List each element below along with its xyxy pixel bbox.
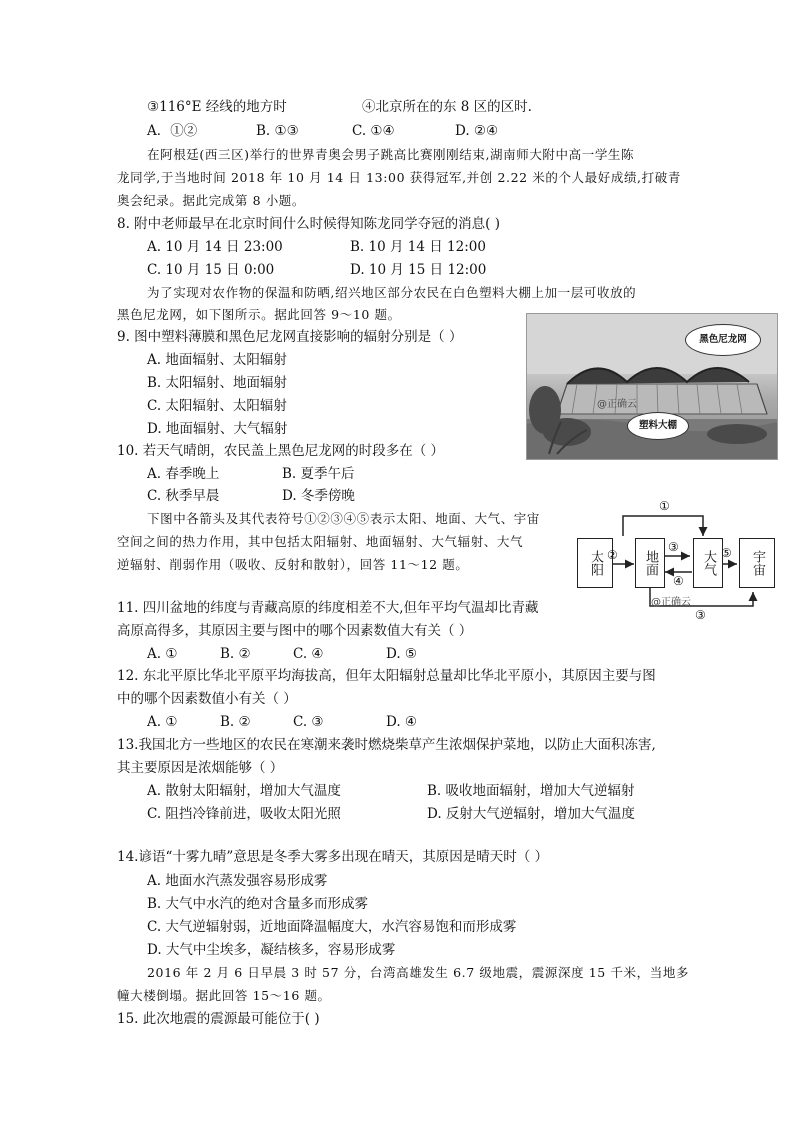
greenhouse-photo (526, 313, 778, 460)
q10-option-d[interactable]: D. 冬季傍晚 (282, 488, 355, 504)
label-2: ② (607, 548, 618, 562)
passage4-line-2: 幢大楼倒塌。据此回答 15～16 题。 (117, 988, 331, 1003)
heat-flow-diagram (575, 500, 775, 625)
passage3-line-3: 逆辐射、削弱作用（吸收、反射和散射），回答 11～12 题。 (117, 557, 469, 572)
q13-stem-line-2: 其主要原因是浓烟能够（ ） (117, 760, 284, 776)
q11-option-d[interactable]: D. ⑤ (386, 646, 418, 662)
q11-option-c[interactable]: C. ④ (293, 646, 324, 662)
q10-option-c[interactable]: C. 秋季早晨 (147, 488, 220, 504)
label-4: ④ (673, 574, 684, 588)
q8-option-b[interactable]: B. 10 月 14 日 12:00 (350, 239, 486, 255)
q7-option-d[interactable]: D. ②④ (455, 123, 499, 139)
q12-option-d[interactable]: D. ④ (386, 714, 418, 730)
q8-option-d[interactable]: D. 10 月 15 日 12:00 (350, 262, 487, 278)
q15-stem: 15. 此次地震的震源最可能位于( ) (117, 1011, 320, 1027)
q12-stem-line-1: 12. 东北平原比华北平原平均海拔高，但年太阳辐射总量却比华北平原小，其原因主要与图 (117, 668, 656, 684)
label-black-nylon-net: 黑色尼龙网 (685, 324, 761, 356)
q13-option-b[interactable]: B. 吸收地面辐射，增加大气逆辐射 (427, 783, 635, 799)
q14-option-c[interactable]: C. 大气逆辐射弱，近地面降温幅度大，水汽容易饱和而形成雾 (147, 919, 517, 935)
q10-option-b[interactable]: B. 夏季午后 (282, 466, 355, 482)
q13-option-a[interactable]: A. 散射太阳辐射，增加大气温度 (147, 783, 341, 799)
q13-stem-line-1: 13.我国北方一些地区的农民在寒潮来袭时燃烧柴草产生浓烟保护菜地，以防止大面积冻害, (117, 737, 656, 753)
q10-option-a[interactable]: A. 春季晚上 (147, 466, 220, 482)
passage1-line-2: 龙同学,于当地时间 2018 年 10 月 14 日 13:00 获得冠军,并创 2.22 米的个人最好成绩,打破青 (117, 170, 681, 185)
q12-stem-line-2: 中的哪个因素数值小有关（ ） (117, 691, 297, 707)
label-plastic-shed: 塑料大棚 (627, 412, 689, 440)
q10-stem: 10. 若天气晴朗，农民盖上黑色尼龙网的时段多在（ ） (117, 443, 445, 459)
q9-option-a[interactable]: A. 地面辐射、太阳辐射 (147, 352, 287, 368)
passage4-line-1: 2016 年 2 月 6 日早晨 3 时 57 分，台湾高雄发生 6.7 级地震，震源深度 15 千米，当地多 (147, 965, 690, 980)
label-3-bottom: ③ (695, 608, 706, 622)
label-5: ⑤ (721, 546, 732, 560)
q9-option-b[interactable]: B. 太阳辐射、地面辐射 (147, 375, 288, 391)
q11-option-b[interactable]: B. ② (220, 646, 251, 662)
box-ground (635, 538, 665, 588)
box-space (739, 538, 775, 588)
q14-option-b[interactable]: B. 大气中水汽的绝对含量多而形成雾 (147, 896, 369, 912)
box-space-label: 宇宙 (750, 550, 765, 576)
q11-option-a[interactable]: A. ① (147, 646, 178, 662)
q11-stem-line-1: 11. 四川盆地的纬度与青藏高原的纬度相差不大,但年平均气温却比青藏 (117, 600, 539, 616)
q9-option-c[interactable]: C. 太阳辐射、太阳辐射 (147, 398, 287, 414)
q7-item-3: ③116°E 经线的地方时 (147, 99, 287, 115)
passage2-line-2: 黑色尼龙网，如下图所示。据此回答 9～10 题。 (117, 307, 401, 322)
q8-option-a[interactable]: A. 10 月 14 日 23:00 (147, 239, 283, 255)
q12-option-a[interactable]: A. ① (147, 714, 178, 730)
box-sun-label: 太阳 (588, 550, 603, 576)
q14-stem: 14.谚语“十雾九晴”意思是冬季大雾多出现在晴天，其原因是晴天时（ ） (117, 849, 549, 865)
q13-option-d[interactable]: D. 反射大气逆辐射，增加大气温度 (427, 806, 635, 822)
photo-watermark: @正确云 (597, 399, 637, 410)
q14-option-a[interactable]: A. 地面水汽蒸发强容易形成雾 (147, 873, 328, 889)
q12-option-c[interactable]: C. ③ (293, 714, 324, 730)
q8-option-c[interactable]: C. 10 月 15 日 0:00 (147, 262, 275, 278)
q13-option-c[interactable]: C. 阻挡冷锋前进，吸收太阳光照 (147, 806, 341, 822)
q9-stem: 9. 图中塑料薄膜和黑色尼龙网直接影响的辐射分别是（ ） (117, 329, 463, 345)
passage1-line-1: 在阿根廷(西三区)举行的世界青奥会男子跳高比赛刚刚结束,湖南师大附中高一学生陈 (147, 147, 635, 162)
q9-option-d[interactable]: D. 地面辐射、大气辐射 (147, 421, 288, 437)
q12-option-b[interactable]: B. ② (220, 714, 251, 730)
passage3-line-2: 空间之间的热力作用，其中包括太阳辐射、地面辐射、大气辐射、大气 (117, 534, 524, 549)
passage2-line-1: 为了实现对农作物的保温和防晒,绍兴地区部分农民在白色塑料大棚上加一层可收放的 (147, 285, 637, 300)
q7-item-4: ④北京所在的东 8 区的区时. (362, 99, 532, 115)
q7-option-b[interactable]: B. ①③ (256, 123, 299, 139)
diagram-watermark: @正确云 (651, 597, 691, 608)
passage1-line-3: 奥会纪录。据此完成第 8 小题。 (117, 193, 306, 208)
q11-stem-line-2: 高原高得多，其原因主要与图中的哪个因素数值大有关（ ） (117, 623, 473, 639)
label-1: ① (659, 499, 670, 513)
box-ground-label: 地面 (643, 550, 658, 576)
box-sun (577, 538, 613, 588)
box-atmosphere (693, 538, 723, 588)
q7-option-a[interactable]: A．①② (147, 123, 198, 139)
label-3: ③ (668, 540, 679, 554)
q8-stem: 8. 附中老师最早在北京时间什么时候得知陈龙同学夺冠的消息( ) (117, 216, 500, 232)
passage3-line-1: 下图中各箭头及其代表符号①②③④⑤表示太阳、地面、大气、宇宙 (147, 511, 541, 526)
q7-option-c[interactable]: C. ①④ (352, 123, 395, 139)
q14-option-d[interactable]: D. 大气中尘埃多，凝结核多，容易形成雾 (147, 942, 396, 958)
box-atmosphere-label: 大气 (701, 550, 716, 576)
